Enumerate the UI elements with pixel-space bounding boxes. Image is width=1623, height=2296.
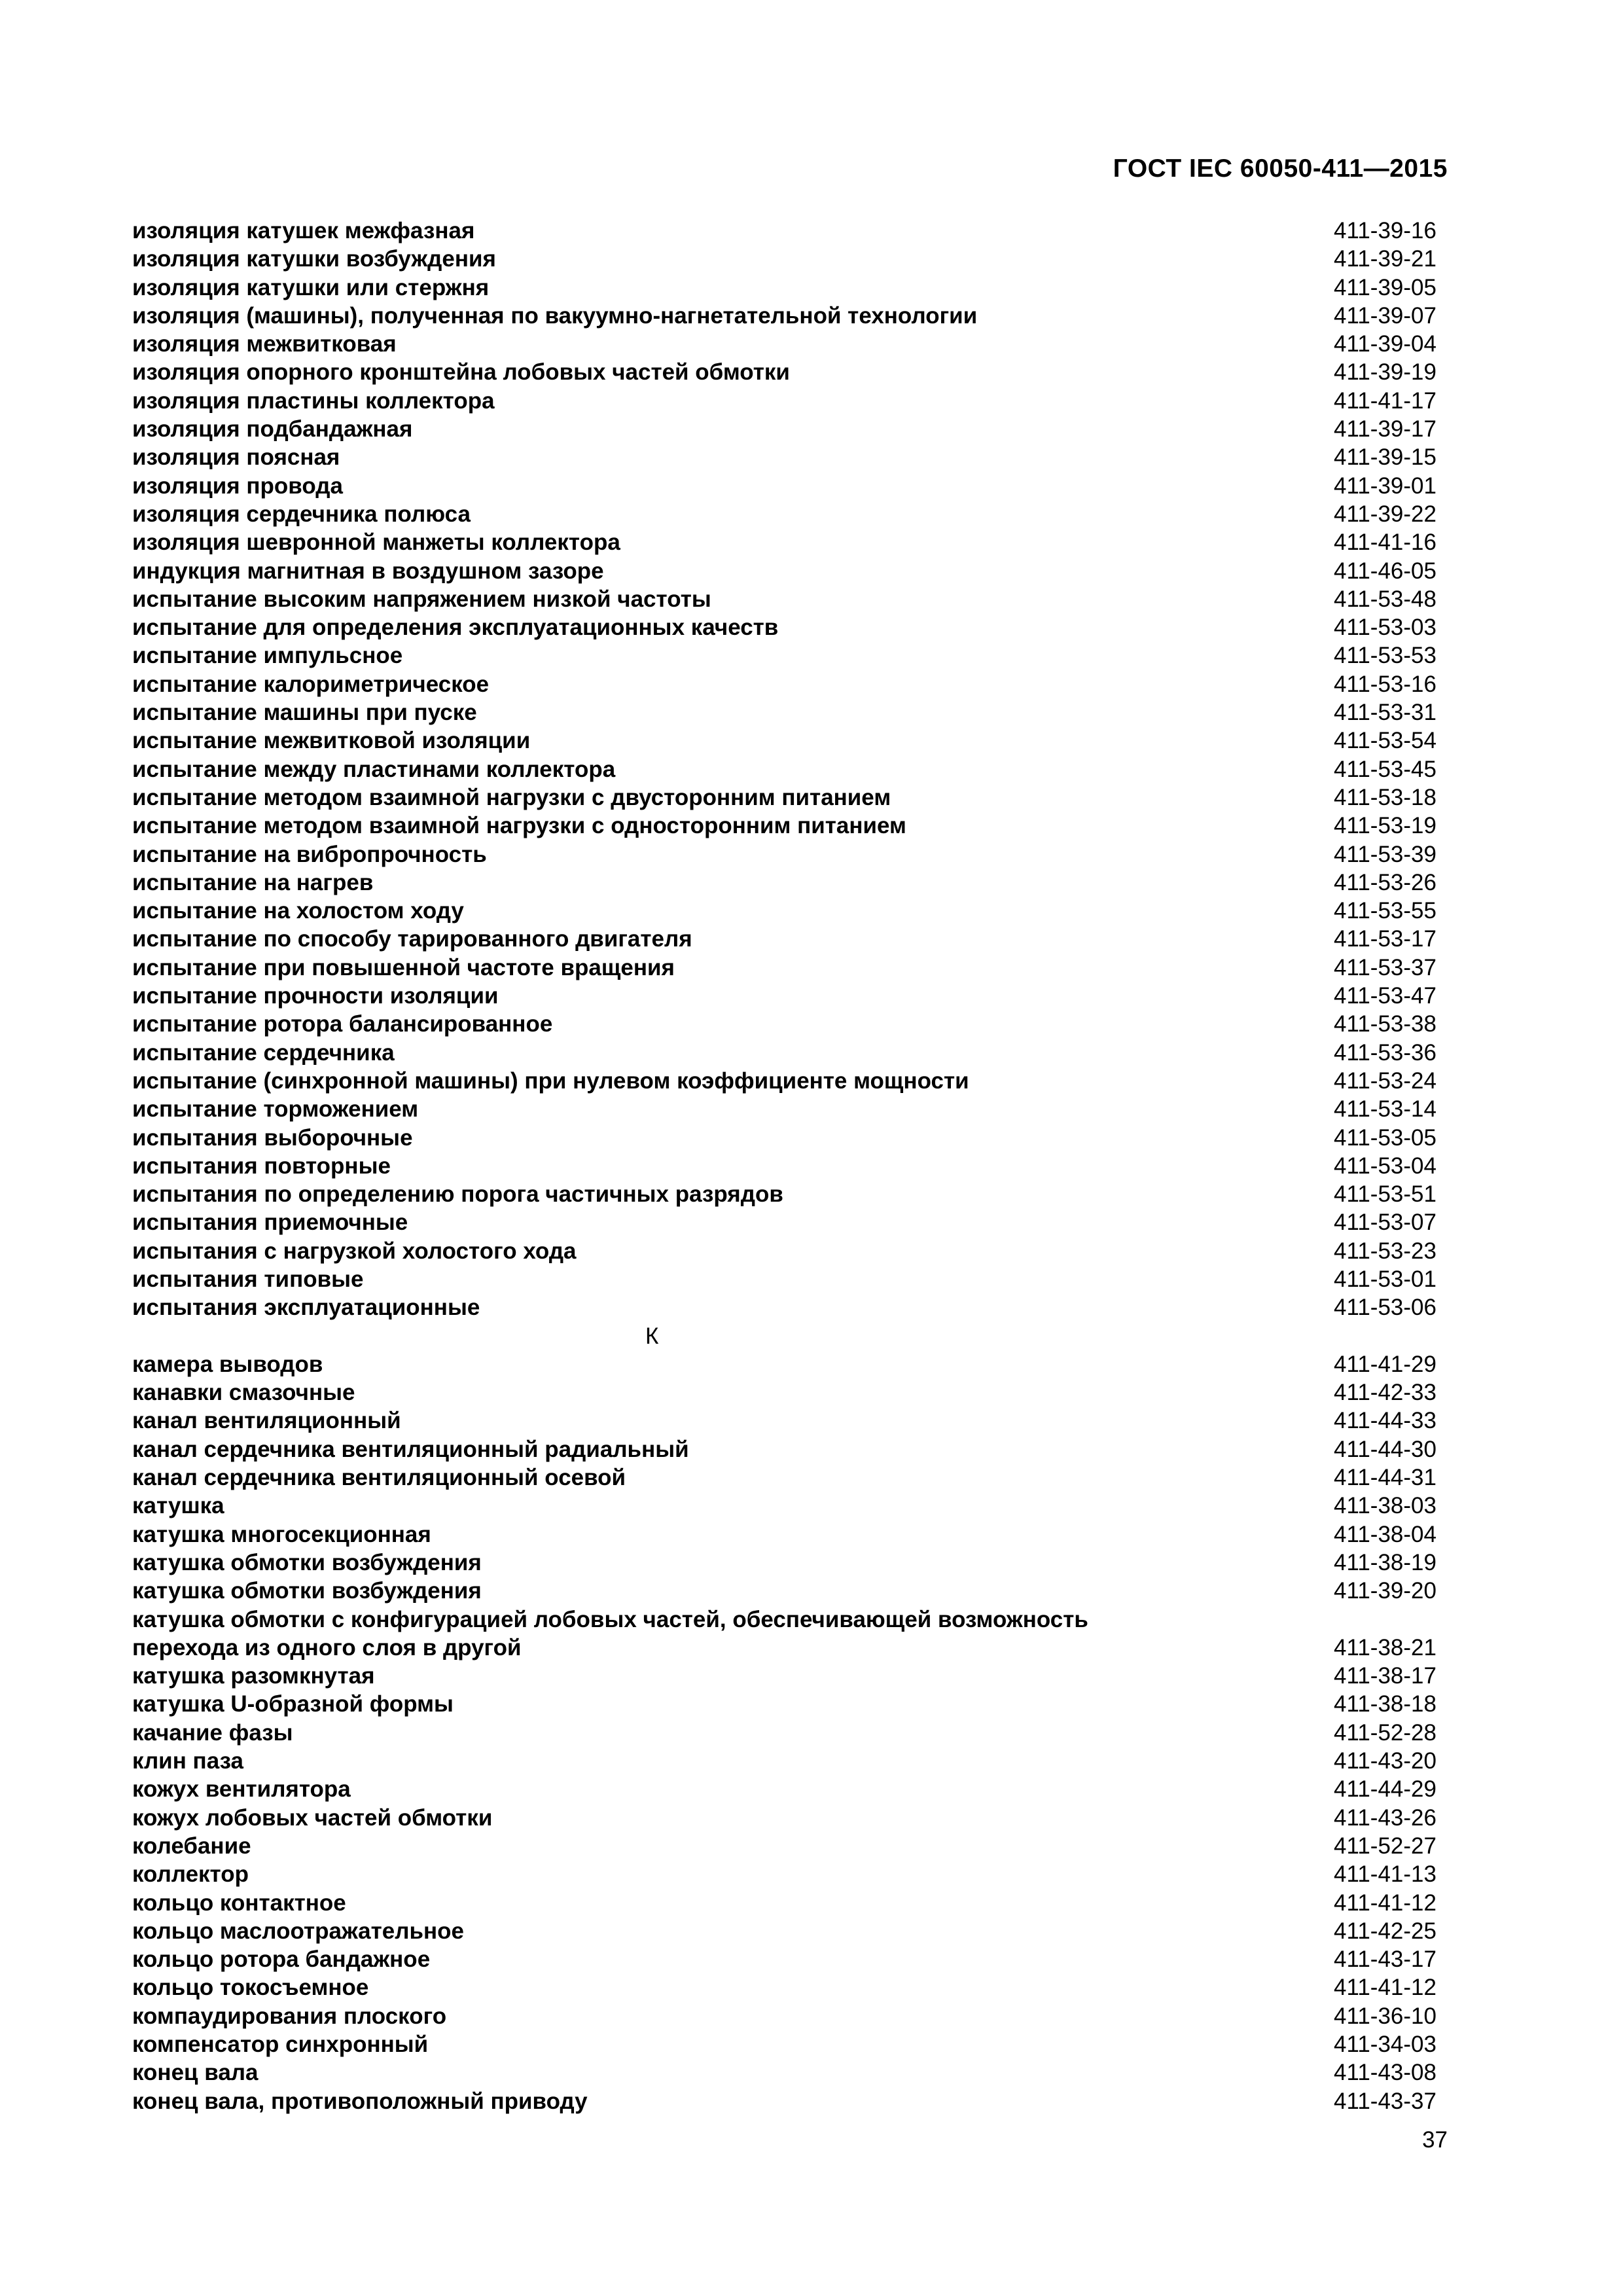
index-entry xyxy=(132,812,1436,840)
index-entry xyxy=(132,840,1436,869)
index-code: 411-53-06 xyxy=(1334,1295,1436,1321)
index-entry xyxy=(132,869,1436,897)
index-term: испытание межвитковой изоляции xyxy=(132,728,531,754)
index-code: 411-53-14 xyxy=(1334,1096,1436,1122)
index-code: 411-53-39 xyxy=(1334,841,1436,867)
index-entry xyxy=(132,1067,1436,1095)
index-entry xyxy=(132,2058,1436,2087)
index-term: качание фазы xyxy=(132,1719,293,1746)
index-code: 411-41-17 xyxy=(1334,387,1436,414)
index-term: катушка xyxy=(132,1493,224,1519)
index-code: 411-39-04 xyxy=(1334,331,1436,357)
index-term: катушка обмотки возбуждения xyxy=(132,1549,482,1575)
index-entry xyxy=(132,1152,1436,1180)
index-code: 411-42-33 xyxy=(1334,1380,1436,1406)
index-entry xyxy=(132,1095,1436,1123)
index-term: испытание сердечника xyxy=(132,1039,395,1066)
index-term: испытания типовые xyxy=(132,1266,364,1292)
index-code: 411-53-19 xyxy=(1334,813,1436,839)
index-code: 411-53-54 xyxy=(1334,728,1436,754)
index-entry xyxy=(132,1832,1436,1860)
index-entry xyxy=(132,1208,1436,1236)
index-term: изоляция пластины коллектора xyxy=(132,387,495,414)
index-code: 411-39-20 xyxy=(1334,1578,1436,1604)
index-entry xyxy=(132,2030,1436,2058)
index-entry xyxy=(132,1520,1436,1549)
index-entry xyxy=(132,1605,1436,1662)
index-term: компаудирования плоского xyxy=(132,2003,447,2029)
index-term: изоляция поясная xyxy=(132,444,340,471)
index-term: испытание калориметрическое xyxy=(132,671,490,697)
index-code: 411-53-03 xyxy=(1334,615,1436,641)
index-term: изоляция катушки возбуждения xyxy=(132,246,496,272)
index-entry xyxy=(132,897,1436,925)
index-code: 411-41-12 xyxy=(1334,1975,1436,2001)
term-index xyxy=(132,217,1436,2115)
index-entry xyxy=(132,1860,1436,1888)
index-entry xyxy=(132,1407,1436,1435)
index-term: кольцо ротора бандажное xyxy=(132,1946,431,1973)
index-term: изоляция катушки или стержня xyxy=(132,274,490,300)
index-term: клин паза xyxy=(132,1748,243,1774)
index-term: изоляция катушек межфазная xyxy=(132,218,475,243)
index-entry xyxy=(132,698,1436,726)
index-term: испытание на вибропрочность xyxy=(132,841,487,867)
index-code: 411-44-33 xyxy=(1334,1408,1436,1434)
index-entry xyxy=(132,443,1436,471)
section-letter: К xyxy=(645,1323,659,1349)
index-code: 411-44-29 xyxy=(1334,1776,1436,1803)
index-code: 411-39-17 xyxy=(1334,416,1436,442)
index-code: 411-41-13 xyxy=(1334,1861,1436,1888)
index-term: испытание машины при пуске xyxy=(132,700,477,726)
index-code: 411-39-01 xyxy=(1334,473,1436,499)
index-term: испытание (синхронной машины) при нулевом коэффициенте мощности xyxy=(132,1067,969,1094)
index-entry xyxy=(132,1719,1436,1747)
index-term: изоляция провода xyxy=(132,473,343,499)
index-term: камера выводов xyxy=(132,1351,323,1377)
index-code: 411-42-25 xyxy=(1334,1918,1436,1944)
index-entry xyxy=(132,1889,1436,1917)
index-entry xyxy=(132,2002,1436,2030)
index-code: 411-38-21 xyxy=(1334,1634,1436,1660)
index-term: катушка обмотки возбуждения xyxy=(132,1578,482,1604)
index-term: испытание между пластинами коллектора xyxy=(132,756,616,782)
index-term: испытания по определению порога частичных разрядов xyxy=(132,1181,783,1208)
index-code: 411-53-38 xyxy=(1334,1011,1436,1037)
index-entry xyxy=(132,1747,1436,1775)
index-term: кольцо токосъемное xyxy=(132,1975,369,2001)
index-entry xyxy=(132,925,1436,953)
index-term: испытание по способу тарированного двигателя xyxy=(132,926,692,952)
index-term: канал сердечника вентиляционный осевой xyxy=(132,1465,626,1491)
index-code: 411-39-07 xyxy=(1334,302,1436,329)
index-term: компенсатор синхронный xyxy=(132,2032,429,2057)
index-section-k xyxy=(132,1350,1436,2115)
index-entry xyxy=(132,1010,1436,1038)
index-term: испытания повторные xyxy=(132,1153,391,1179)
index-entry xyxy=(132,217,1436,245)
index-term: испытания с нагрузкой холостого хода xyxy=(132,1238,577,1264)
index-code: 411-41-16 xyxy=(1334,529,1436,556)
index-code: 411-43-37 xyxy=(1334,2088,1436,2114)
index-term: коллектор xyxy=(132,1861,249,1888)
index-term: индукция магнитная в воздушном зазоре xyxy=(132,558,604,584)
index-code: 411-53-45 xyxy=(1334,756,1436,782)
index-code: 411-53-17 xyxy=(1334,926,1436,952)
index-code: 411-53-05 xyxy=(1334,1124,1436,1151)
index-term: канал сердечника вентиляционный радиальный xyxy=(132,1436,689,1462)
index-code: 411-44-30 xyxy=(1334,1436,1436,1462)
index-entry xyxy=(132,1690,1436,1718)
index-code: 411-38-03 xyxy=(1334,1493,1436,1519)
index-code: 411-43-17 xyxy=(1334,1946,1436,1973)
index-term: изоляция опорного кронштейна лобовых частей обмотки xyxy=(132,359,790,386)
index-term: испытание торможением xyxy=(132,1096,419,1122)
index-term: испытание высоким напряжением низкой частоты xyxy=(132,586,711,612)
index-term: испытания приемочные xyxy=(132,1210,408,1236)
index-entry xyxy=(132,783,1436,812)
index-code: 411-53-31 xyxy=(1334,700,1436,726)
index-entry xyxy=(132,1039,1436,1067)
index-term: конец вала xyxy=(132,2060,259,2086)
index-entry xyxy=(132,1350,1436,1378)
index-code: 411-53-18 xyxy=(1334,784,1436,810)
index-entry xyxy=(132,415,1436,443)
index-entry xyxy=(132,1775,1436,1803)
index-code: 411-43-08 xyxy=(1334,2060,1436,2086)
index-term: канавки смазочные xyxy=(132,1380,355,1406)
index-term: изоляция сердечника полюса xyxy=(132,501,471,527)
index-code: 411-36-10 xyxy=(1334,2003,1436,2029)
index-code: 411-53-26 xyxy=(1334,869,1436,895)
index-entry xyxy=(132,755,1436,783)
index-term: катушка U-образной формы xyxy=(132,1691,454,1717)
index-code: 411-39-19 xyxy=(1334,359,1436,386)
index-entry xyxy=(132,358,1436,386)
index-entry xyxy=(132,641,1436,670)
index-code: 411-53-01 xyxy=(1334,1266,1436,1292)
index-entry xyxy=(132,387,1436,415)
index-code: 411-53-36 xyxy=(1334,1039,1436,1066)
index-code: 411-52-27 xyxy=(1334,1833,1436,1859)
index-code: 411-41-12 xyxy=(1334,1890,1436,1916)
index-code: 411-53-04 xyxy=(1334,1153,1436,1179)
index-code: 411-53-48 xyxy=(1334,586,1436,612)
index-term: испытание на нагрев xyxy=(132,869,374,895)
index-code: 411-52-28 xyxy=(1334,1719,1436,1746)
index-entry xyxy=(132,726,1436,755)
index-entry xyxy=(132,1237,1436,1265)
index-entry xyxy=(132,982,1436,1010)
index-term: конец вала, противоположный приводу xyxy=(132,2088,588,2114)
index-entry xyxy=(132,1293,1436,1321)
index-term: испытание ротора балансированное xyxy=(132,1011,553,1037)
index-entry xyxy=(132,330,1436,358)
index-code: 411-53-53 xyxy=(1334,643,1436,669)
index-term: кольцо контактное xyxy=(132,1890,346,1916)
index-term: испытание прочности изоляции xyxy=(132,983,499,1009)
index-entry xyxy=(132,1435,1436,1463)
index-code: 411-53-47 xyxy=(1334,983,1436,1009)
index-code: 411-53-23 xyxy=(1334,1238,1436,1264)
index-term: испытание для определения эксплуатационных качеств xyxy=(132,615,779,641)
index-entry xyxy=(132,1662,1436,1690)
index-code: 411-39-05 xyxy=(1334,274,1436,300)
index-entry xyxy=(132,245,1436,273)
index-entry xyxy=(132,1945,1436,1973)
index-code: 411-53-16 xyxy=(1334,671,1436,697)
index-code: 411-41-29 xyxy=(1334,1351,1436,1377)
index-term: испытание методом взаимной нагрузки с двусторонним питанием xyxy=(132,784,891,810)
index-code: 411-53-51 xyxy=(1334,1181,1436,1208)
index-entry xyxy=(132,1973,1436,2001)
index-entry xyxy=(132,585,1436,613)
index-entry xyxy=(132,1917,1436,1945)
index-entry xyxy=(132,1463,1436,1492)
index-term: изоляция подбандажная xyxy=(132,416,413,442)
index-term: колебание xyxy=(132,1833,251,1859)
index-term: испытания эксплуатационные xyxy=(132,1295,480,1321)
index-term: кольцо маслоотражательное xyxy=(132,1918,464,1944)
index-term: катушка разомкнутая xyxy=(132,1663,375,1689)
index-entry xyxy=(132,557,1436,585)
index-code: 411-38-17 xyxy=(1334,1663,1436,1689)
index-code: 411-39-22 xyxy=(1334,501,1436,527)
index-term: канал вентиляционный xyxy=(132,1408,401,1434)
index-code: 411-53-37 xyxy=(1334,954,1436,980)
index-term: изоляция (машины), полученная по вакуумно-нагнетательной технологии xyxy=(132,302,978,329)
index-entry xyxy=(132,500,1436,528)
index-code: 411-44-31 xyxy=(1334,1465,1436,1491)
index-code: 411-38-18 xyxy=(1334,1691,1436,1717)
index-code: 411-53-07 xyxy=(1334,1210,1436,1236)
index-term: испытание методом взаимной нагрузки с односторонним питанием xyxy=(132,813,906,839)
index-code: 411-38-19 xyxy=(1334,1549,1436,1575)
index-term: катушка обмотки с конфигурацией лобовых частей, обеспечивающей возможность перехода из одного слоя в другой xyxy=(132,1606,1088,1660)
index-entry xyxy=(132,613,1436,641)
index-term: изоляция межвитковая xyxy=(132,331,397,357)
index-term: испытание на холостом ходу xyxy=(132,898,464,924)
index-entry xyxy=(132,302,1436,330)
index-term: испытание импульсное xyxy=(132,643,403,669)
index-code: 411-53-55 xyxy=(1334,898,1436,924)
index-entry xyxy=(132,1804,1436,1832)
index-entry xyxy=(132,274,1436,302)
index-entry xyxy=(132,1378,1436,1407)
index-entry xyxy=(132,1180,1436,1208)
index-code: 411-53-24 xyxy=(1334,1067,1436,1094)
index-entry xyxy=(132,2087,1436,2115)
index-entry xyxy=(132,1549,1436,1577)
index-term: испытания выборочные xyxy=(132,1124,413,1151)
index-code: 411-34-03 xyxy=(1334,2032,1436,2057)
index-entry xyxy=(132,528,1436,556)
document-header: ГОСТ IEC 60050-411—2015 xyxy=(1113,154,1448,183)
index-entry xyxy=(132,954,1436,982)
index-term: испытание при повышенной частоте вращения xyxy=(132,954,675,980)
index-entry xyxy=(132,1124,1436,1152)
index-term: кожух лобовых частей обмотки xyxy=(132,1804,493,1831)
index-term: кожух вентилятора xyxy=(132,1776,351,1803)
index-section-i xyxy=(132,217,1436,1322)
index-entry xyxy=(132,1577,1436,1605)
index-code: 411-46-05 xyxy=(1334,558,1436,584)
index-entry xyxy=(132,472,1436,500)
index-entry xyxy=(132,1492,1436,1520)
index-code: 411-38-04 xyxy=(1334,1521,1436,1547)
index-code: 411-39-16 xyxy=(1334,218,1436,243)
index-code: 411-43-20 xyxy=(1334,1748,1436,1774)
index-term: изоляция шевронной манжеты коллектора xyxy=(132,529,620,556)
index-entry xyxy=(132,1265,1436,1293)
index-code: 411-39-15 xyxy=(1334,444,1436,471)
index-code: 411-39-21 xyxy=(1334,246,1436,272)
index-entry xyxy=(132,670,1436,698)
index-code: 411-43-26 xyxy=(1334,1804,1436,1831)
index-term: катушка многосекционная xyxy=(132,1521,431,1547)
page-number: 37 xyxy=(1422,2127,1448,2153)
